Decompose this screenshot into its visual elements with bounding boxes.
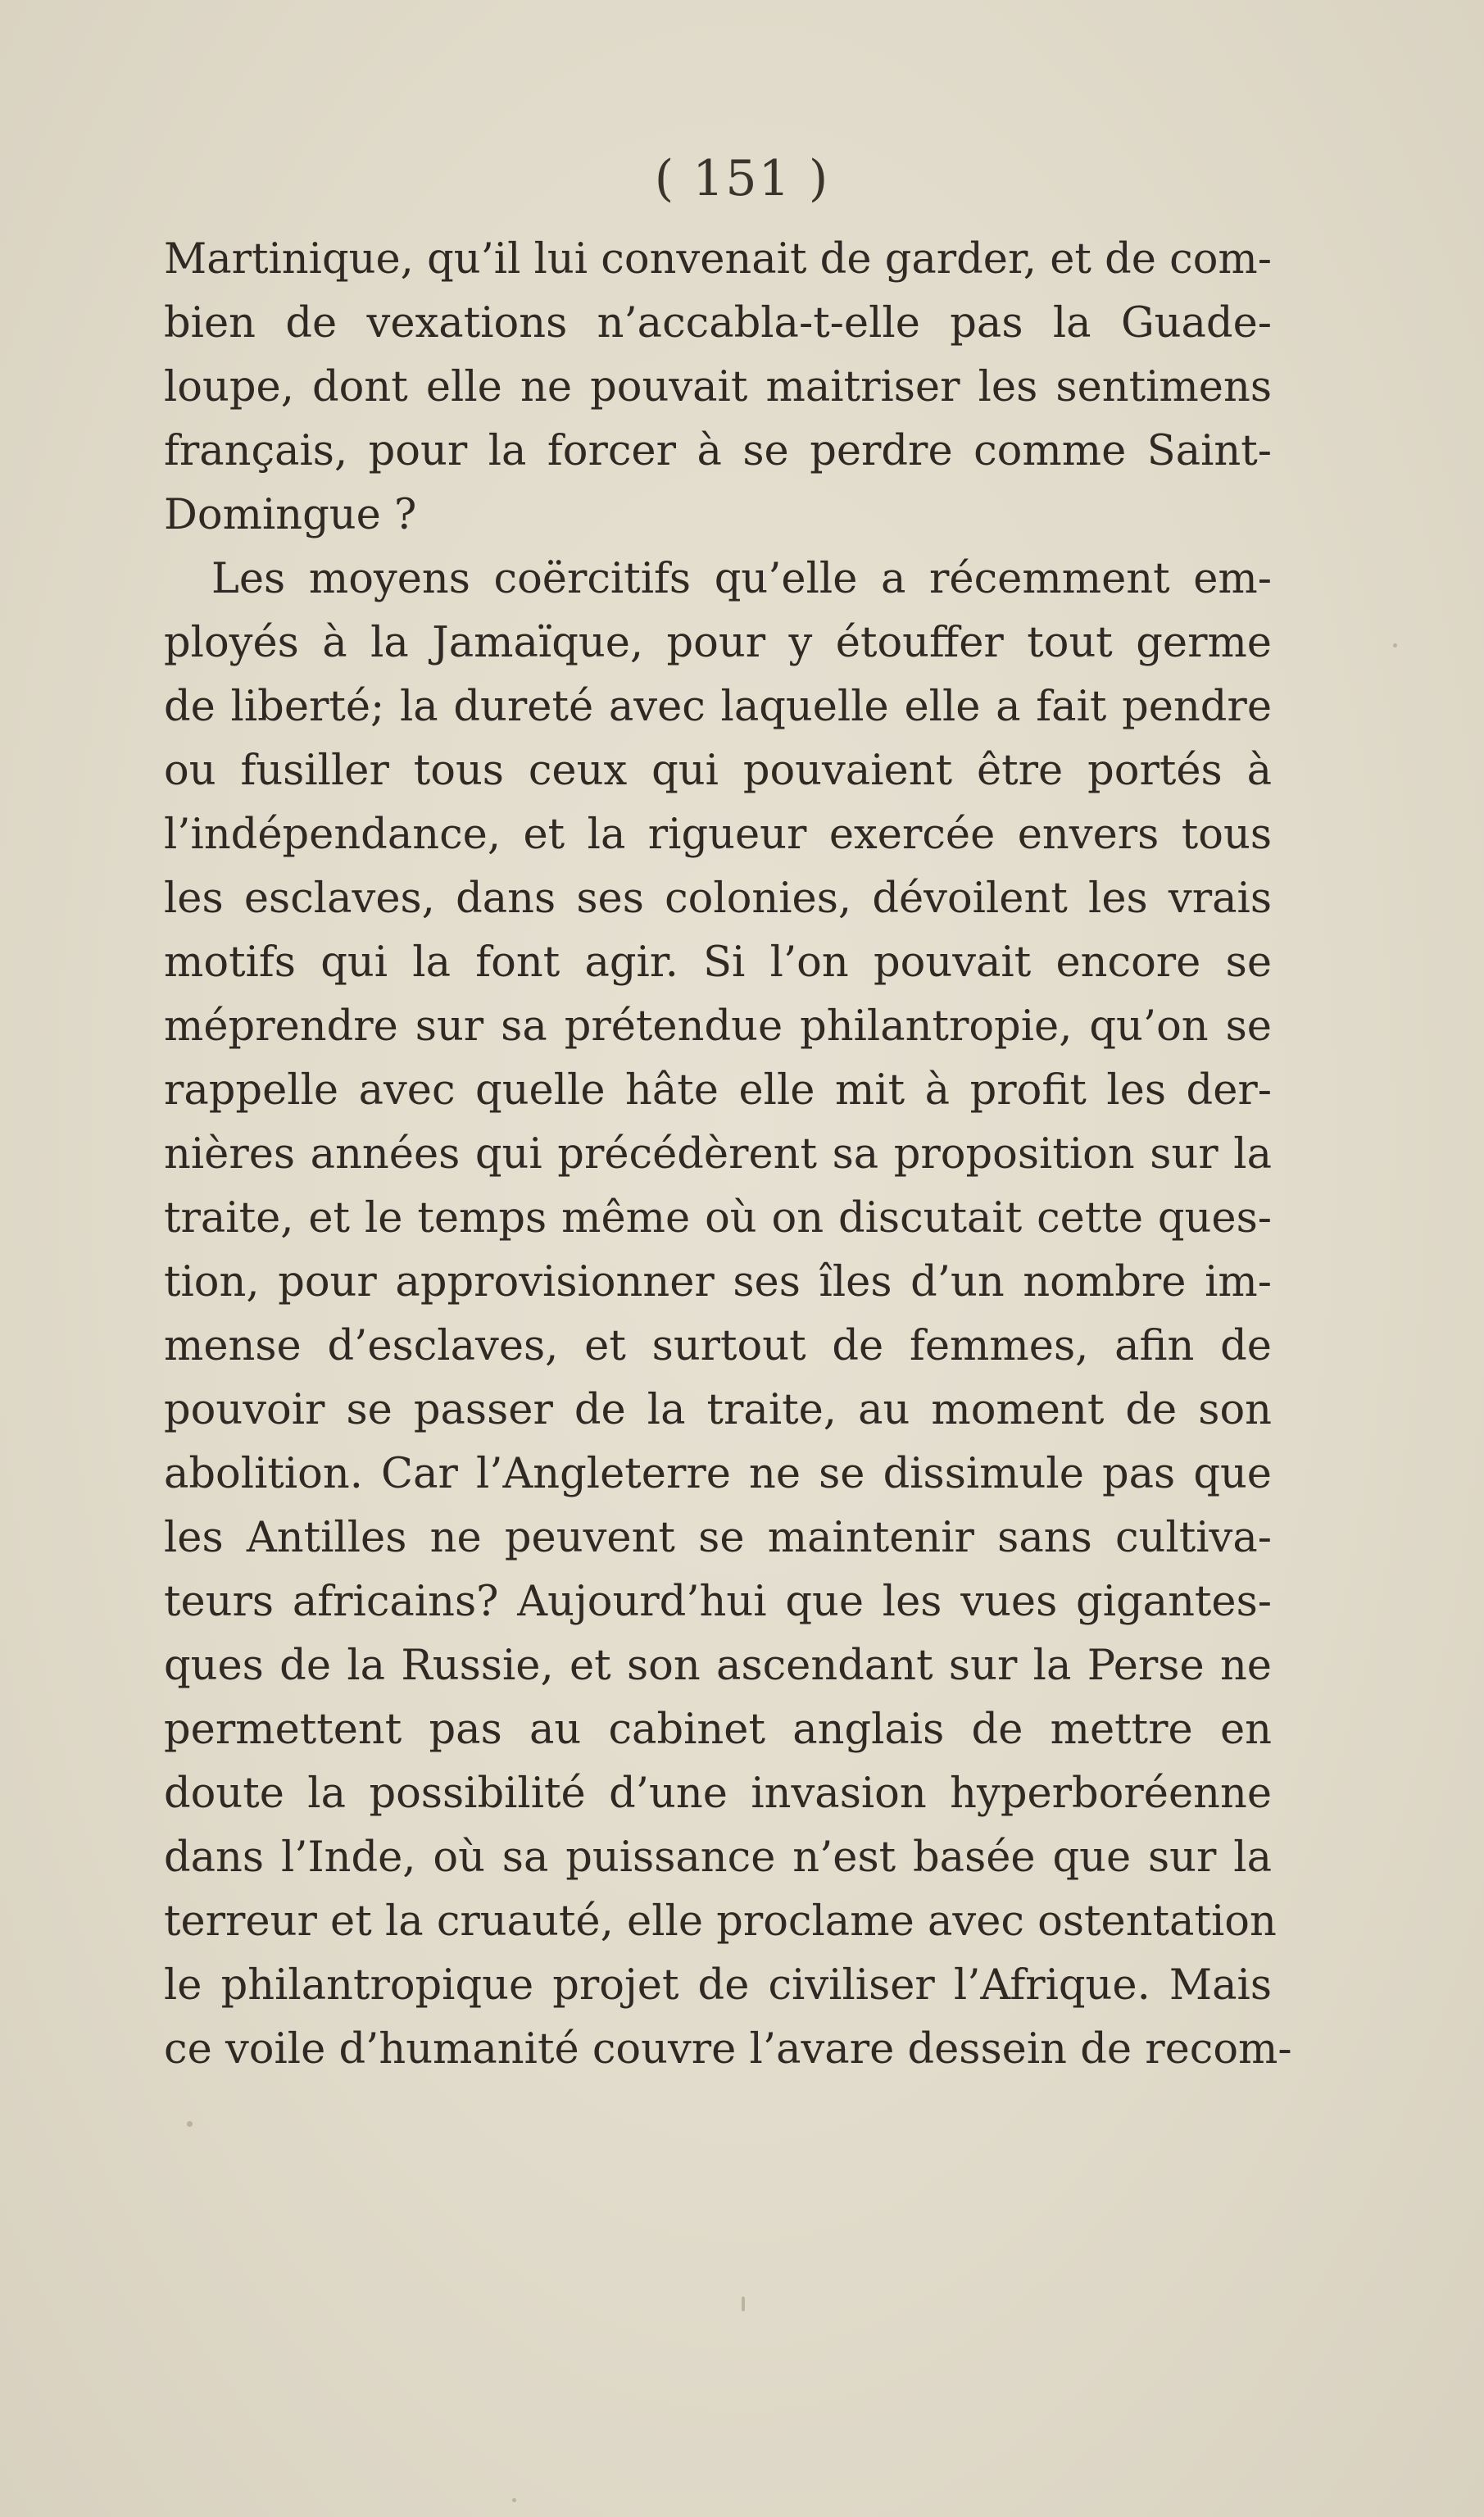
text-line: ou fusiller tous ceux qui pouvaient être portés à (164, 747, 1272, 795)
text-line: tion, pour approvisionner ses îles d’un nombre im- (164, 1258, 1272, 1306)
text-line: le philantropique projet de civiliser l’Afrique. Mais (164, 1961, 1272, 2010)
text-line: doute la possibilité d’une invasion hyperboréenne (164, 1770, 1272, 1818)
text-line: Domingue ? (164, 491, 417, 539)
text-line: loupe, dont elle ne pouvait maitriser les sentimens (164, 363, 1272, 411)
text-line: ques de la Russie, et son ascendant sur la Perse ne (164, 1642, 1272, 1690)
body-text (164, 228, 1292, 2082)
text-line: nières années qui précédèrent sa proposition sur la (164, 1130, 1272, 1179)
paper-speck (742, 2297, 745, 2311)
paper-speck (512, 2498, 516, 2502)
text-line: permettent pas au cabinet anglais de mettre en (164, 1706, 1272, 1754)
paper-speck (1393, 643, 1397, 647)
text-line: ployés à la Jamaïque, pour y étouffer tout germe (164, 619, 1272, 667)
text-line: dans l’Inde, où sa puissance n’est basée que sur la (164, 1833, 1272, 1882)
text-line: Martinique, qu’il lui convenait de garder, et de com- (164, 235, 1272, 284)
text-line: abolition. Car l’Angleterre ne se dissimule pas que (164, 1450, 1272, 1498)
text-line: mense d’esclaves, et surtout de femmes, afin de (164, 1322, 1272, 1370)
text-line: terreur et la cruauté, elle proclame avec ostentation (164, 1897, 1277, 1946)
text-line: les Antilles ne peuvent se maintenir sans cultiva- (164, 1514, 1272, 1562)
paper-speck (187, 2121, 193, 2127)
text-line: ce voile d’humanité couvre l’avare dessein de recom- (164, 2025, 1292, 2074)
text-line: les esclaves, dans ses colonies, dévoilent les vrais (164, 875, 1272, 923)
text-line: teurs africains? Aujourd’hui que les vues gigantes- (164, 1578, 1272, 1626)
text-line: traite, et le temps même où on discutait cette ques- (164, 1194, 1272, 1243)
text-line: français, pour la forcer à se perdre comme Saint- (164, 427, 1272, 475)
text-line: Les moyens coërcitifs qu’elle a récemment em- (211, 555, 1272, 603)
text-line: méprendre sur sa prétendue philantropie, qu’on se (164, 1002, 1272, 1051)
text-line: pouvoir se passer de la traite, au moment de son (164, 1386, 1272, 1434)
text-line: motifs qui la font agir. Si l’on pouvait encore se (164, 938, 1272, 987)
text-line: rappelle avec quelle hâte elle mit à profit les der- (164, 1066, 1272, 1115)
page-number: ( 151 ) (654, 150, 830, 207)
text-line: l’indépendance, et la rigueur exercée envers tous (164, 811, 1272, 859)
text-line: de liberté; la dureté avec laquelle elle a fait pendre (164, 683, 1272, 731)
text-line: bien de vexations n’accabla-t-elle pas la Guade- (164, 299, 1272, 348)
